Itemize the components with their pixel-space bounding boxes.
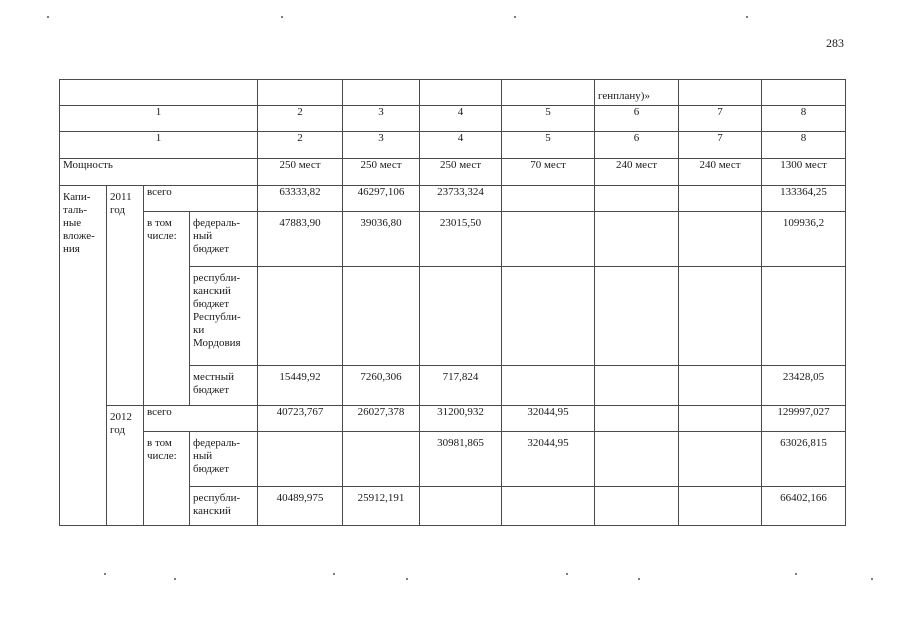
scan-speck (746, 16, 748, 18)
value-cell (679, 406, 762, 432)
value-cell (343, 432, 420, 487)
value-cell: 66402,166 (762, 487, 846, 526)
value-cell (679, 267, 762, 366)
column-number: 6 (595, 132, 679, 159)
header-fragment: генплану)» (595, 80, 679, 106)
budget-label-federal: федераль- ный бюджет (190, 432, 258, 487)
column-number: 8 (762, 106, 846, 132)
value-cell (420, 487, 502, 526)
column-number: 5 (502, 132, 595, 159)
scan-speck (47, 16, 49, 18)
year-2011-total-row (60, 186, 846, 212)
column-number: 1 (60, 132, 258, 159)
including-label: в том числе: (144, 212, 190, 406)
value-cell (595, 212, 679, 267)
value-cell: 63333,82 (258, 186, 343, 212)
budget-label-republic: республи- канский бюджет Республи- ки Мордовия (190, 267, 258, 366)
capacity-value: 250 мест (420, 159, 502, 186)
value-cell: 32044,95 (502, 432, 595, 487)
value-cell (258, 432, 343, 487)
column-number: 8 (762, 132, 846, 159)
value-cell (679, 432, 762, 487)
value-cell (595, 366, 679, 406)
scan-speck (566, 573, 568, 575)
column-numbers-row-repeat (60, 132, 846, 159)
value-cell: 133364,25 (762, 186, 846, 212)
year-2012-total-row (60, 406, 846, 432)
year-label-2011: 2011 год (107, 186, 144, 406)
value-cell: 47883,90 (258, 212, 343, 267)
capacity-value: 250 мест (343, 159, 420, 186)
value-cell (595, 267, 679, 366)
capacity-value: 1300 мест (762, 159, 846, 186)
page-number: 283 (826, 36, 844, 50)
year-label-2012: 2012 год (107, 406, 144, 526)
value-cell (502, 366, 595, 406)
value-cell (343, 267, 420, 366)
column-number: 7 (679, 106, 762, 132)
value-cell (595, 487, 679, 526)
total-label: всего (144, 186, 258, 212)
including-label: в том числе: (144, 432, 190, 526)
scan-speck (104, 573, 106, 575)
value-cell (595, 406, 679, 432)
scan-speck (871, 578, 873, 580)
value-cell (502, 212, 595, 267)
column-number: 2 (258, 132, 343, 159)
column-numbers-row (60, 106, 846, 132)
value-cell (502, 487, 595, 526)
column-number: 3 (343, 106, 420, 132)
scan-speck (281, 16, 283, 18)
capacity-value: 70 мест (502, 159, 595, 186)
value-cell (679, 487, 762, 526)
value-cell: 39036,80 (343, 212, 420, 267)
capacity-value: 250 мест (258, 159, 343, 186)
column-number: 7 (679, 132, 762, 159)
scan-speck (514, 16, 516, 18)
value-cell (679, 366, 762, 406)
value-cell (679, 186, 762, 212)
value-cell (679, 212, 762, 267)
column-number: 4 (420, 106, 502, 132)
column-number: 5 (502, 106, 595, 132)
scan-speck (174, 578, 176, 580)
budget-label-local: местный бюджет (190, 366, 258, 406)
value-cell: 32044,95 (502, 406, 595, 432)
column-number: 3 (343, 132, 420, 159)
scan-speck (795, 573, 797, 575)
value-cell (502, 186, 595, 212)
total-label: всего (144, 406, 258, 432)
value-cell (595, 186, 679, 212)
value-cell: 15449,92 (258, 366, 343, 406)
value-cell: 31200,932 (420, 406, 502, 432)
value-cell: 26027,378 (343, 406, 420, 432)
value-cell (420, 267, 502, 366)
capital-investment-label: Капи- таль- ные вложе- ния (60, 186, 107, 526)
budget-label-federal: федераль- ный бюджет (190, 212, 258, 267)
scan-speck (333, 573, 335, 575)
value-cell (258, 267, 343, 366)
column-number: 4 (420, 132, 502, 159)
value-cell: 7260,306 (343, 366, 420, 406)
capacity-label: Мощность (60, 159, 258, 186)
value-cell (595, 432, 679, 487)
value-cell: 40489,975 (258, 487, 343, 526)
capacity-value: 240 мест (595, 159, 679, 186)
value-cell (762, 267, 846, 366)
value-cell: 63026,815 (762, 432, 846, 487)
value-cell: 23428,05 (762, 366, 846, 406)
value-cell: 46297,106 (343, 186, 420, 212)
scan-speck (638, 578, 640, 580)
year-2012-federal-row (60, 432, 846, 487)
value-cell: 109936,2 (762, 212, 846, 267)
value-cell: 23015,50 (420, 212, 502, 267)
capacity-value: 240 мест (679, 159, 762, 186)
scan-speck (406, 578, 408, 580)
header-continuation-row (60, 80, 846, 106)
value-cell: 23733,324 (420, 186, 502, 212)
capacity-row (60, 159, 846, 186)
value-cell: 717,824 (420, 366, 502, 406)
value-cell (502, 267, 595, 366)
value-cell: 30981,865 (420, 432, 502, 487)
investment-table (59, 79, 846, 526)
column-number: 6 (595, 106, 679, 132)
value-cell: 129997,027 (762, 406, 846, 432)
budget-label-republic: республи- канский (190, 487, 258, 526)
year-2011-federal-row (60, 212, 846, 267)
value-cell: 25912,191 (343, 487, 420, 526)
column-number: 2 (258, 106, 343, 132)
value-cell: 40723,767 (258, 406, 343, 432)
column-number: 1 (60, 106, 258, 132)
